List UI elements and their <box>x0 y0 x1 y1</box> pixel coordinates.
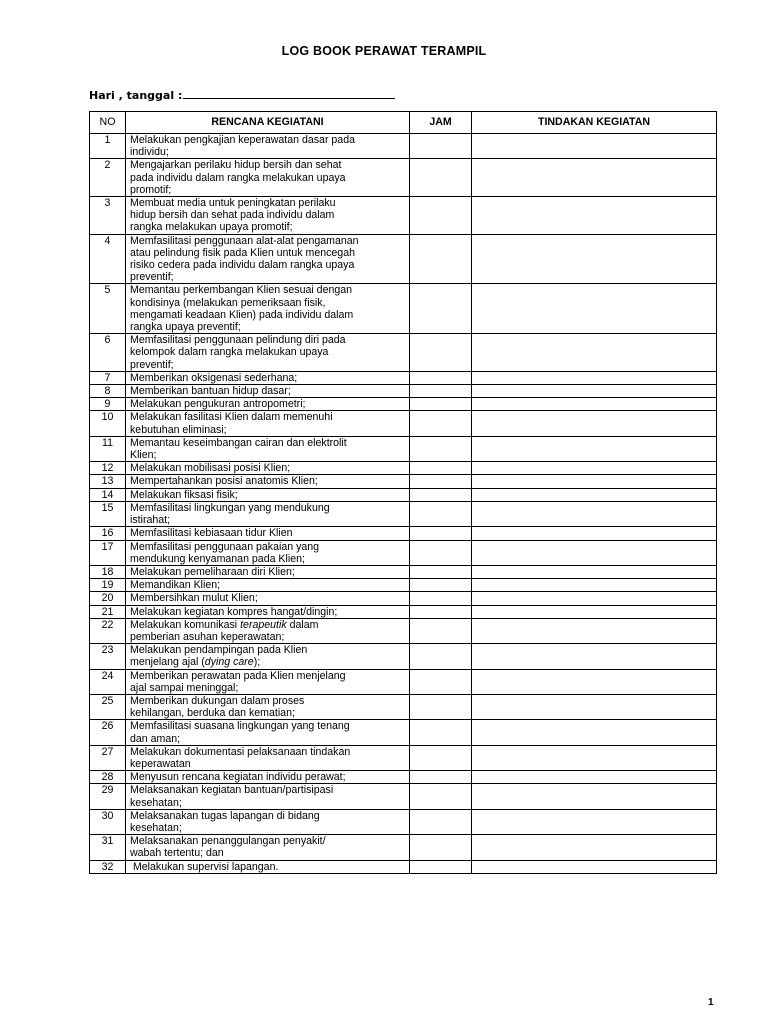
table-row <box>90 462 717 475</box>
table-row <box>90 694 717 719</box>
table-row <box>90 771 717 784</box>
date-blank-line[interactable] <box>183 88 395 99</box>
time-cell[interactable] <box>410 197 472 235</box>
activity-line: preventif; <box>130 271 174 284</box>
action-cell[interactable] <box>472 527 717 540</box>
activity-line: Melakukan pengkajian keperawatan dasar pada <box>130 134 355 146</box>
activity-line: Melakukan pengukuran antropometri; <box>130 398 306 411</box>
activity-cell <box>126 860 410 873</box>
action-cell[interactable] <box>472 284 717 334</box>
table-row <box>90 720 717 745</box>
table-row <box>90 592 717 605</box>
activity-line: Memfasilitasi kebiasaan tidur Klien <box>130 527 293 540</box>
time-cell[interactable] <box>410 462 472 475</box>
activity-line: Menyusun rencana kegiatan individu perawat; <box>130 771 346 784</box>
row-number: 18 <box>90 565 126 578</box>
logbook-table <box>89 111 717 874</box>
action-cell[interactable] <box>472 411 717 436</box>
italic-term: terapeutik <box>240 618 287 631</box>
time-cell[interactable] <box>410 745 472 770</box>
italic-term: dying care <box>204 656 254 669</box>
row-number: 29 <box>90 784 126 809</box>
action-cell[interactable] <box>472 618 717 643</box>
table-row <box>90 411 717 436</box>
time-cell[interactable] <box>410 809 472 834</box>
action-cell[interactable] <box>472 197 717 235</box>
row-number: 7 <box>90 371 126 384</box>
activity-line: dan aman; <box>130 732 181 745</box>
row-number: 3 <box>90 197 126 235</box>
row-number: 13 <box>90 475 126 488</box>
row-number: 1 <box>90 134 126 159</box>
action-cell[interactable] <box>472 334 717 372</box>
row-number: 28 <box>90 771 126 784</box>
table-row <box>90 371 717 384</box>
action-cell[interactable] <box>472 462 717 475</box>
table-row <box>90 197 717 235</box>
row-number: 24 <box>90 669 126 694</box>
activity-line: rangka upaya preventif; <box>130 321 241 334</box>
activity-cell <box>126 565 410 578</box>
activity-cell <box>126 475 410 488</box>
activity-line: pemberian asuhan keperawatan; <box>130 630 285 643</box>
activity-cell <box>126 694 410 719</box>
time-cell[interactable] <box>410 540 472 565</box>
table-row <box>90 334 717 372</box>
table-row <box>90 385 717 398</box>
time-cell[interactable] <box>410 475 472 488</box>
time-cell[interactable] <box>410 669 472 694</box>
row-number: 14 <box>90 488 126 501</box>
time-cell[interactable] <box>410 694 472 719</box>
activity-line: pada individu dalam rangka melakukan upaya <box>130 171 346 184</box>
time-cell[interactable] <box>410 501 472 526</box>
activity-cell <box>126 618 410 643</box>
activity-line: kesehatan; <box>130 821 182 834</box>
activity-line: Memberikan bantuan hidup dasar; <box>130 385 291 398</box>
activity-line: kesehatan; <box>130 796 182 809</box>
activity-line: Melakukan dokumentasi pelaksanaan tindakan <box>130 745 351 758</box>
table-row <box>90 579 717 592</box>
activity-line: kebutuhan eliminasi; <box>130 423 227 436</box>
action-cell[interactable] <box>472 371 717 384</box>
action-cell[interactable] <box>472 159 717 197</box>
activity-line: kehilangan, berduka dan kematian; <box>130 707 295 720</box>
row-number: 4 <box>90 234 126 284</box>
activity-line: hidup bersih dan sehat pada individu dalam <box>130 209 335 222</box>
table-row <box>90 565 717 578</box>
time-cell[interactable] <box>410 835 472 860</box>
time-cell[interactable] <box>410 371 472 384</box>
activity-cell <box>126 527 410 540</box>
action-cell[interactable] <box>472 745 717 770</box>
time-cell[interactable] <box>410 784 472 809</box>
action-cell[interactable] <box>472 234 717 284</box>
action-cell[interactable] <box>472 592 717 605</box>
table-row <box>90 809 717 834</box>
table-row <box>90 669 717 694</box>
action-cell[interactable] <box>472 475 717 488</box>
time-cell[interactable] <box>410 565 472 578</box>
activity-line: Memfasilitasi suasana lingkungan yang tenang <box>130 720 350 733</box>
time-cell[interactable] <box>410 134 472 159</box>
time-cell[interactable] <box>410 720 472 745</box>
table-row <box>90 784 717 809</box>
action-cell[interactable] <box>472 720 717 745</box>
activity-line: Memandikan Klien; <box>130 579 221 592</box>
activity-cell <box>126 592 410 605</box>
activity-line: Melakukan kegiatan kompres hangat/dingin; <box>130 605 338 618</box>
date-field[interactable] <box>89 88 395 102</box>
action-cell[interactable] <box>472 771 717 784</box>
activity-line: Memberikan dukungan dalam proses <box>130 694 305 707</box>
activity-cell <box>126 501 410 526</box>
document-title: LOG BOOK PERAWAT TERAMPIL <box>281 44 487 58</box>
activity-line: Melakukan mobilisasi posisi Klien; <box>130 462 291 475</box>
table-row <box>90 234 717 284</box>
header-time: JAM <box>410 112 472 134</box>
activity-cell <box>126 385 410 398</box>
time-cell[interactable] <box>410 334 472 372</box>
activity-line: Klien; <box>130 449 157 462</box>
header-no: NO <box>90 112 126 134</box>
table-body <box>90 134 717 874</box>
activity-line: Melaksanakan kegiatan bantuan/partisipasi <box>130 784 334 797</box>
activity-cell <box>126 411 410 436</box>
row-number: 20 <box>90 592 126 605</box>
activity-line: Memfasilitasi penggunaan pakaian yang <box>130 540 320 553</box>
table-row <box>90 436 717 461</box>
activity-cell <box>126 371 410 384</box>
action-cell[interactable] <box>472 579 717 592</box>
date-label: Hari , tanggal : <box>89 89 183 102</box>
row-number: 10 <box>90 411 126 436</box>
action-cell[interactable] <box>472 134 717 159</box>
row-number: 31 <box>90 835 126 860</box>
activity-cell <box>126 579 410 592</box>
row-number: 8 <box>90 385 126 398</box>
row-number: 22 <box>90 618 126 643</box>
action-cell[interactable] <box>472 436 717 461</box>
table-header-row <box>90 112 717 134</box>
activity-cell <box>126 197 410 235</box>
time-cell[interactable] <box>410 592 472 605</box>
activity-cell <box>126 334 410 372</box>
time-cell[interactable] <box>410 618 472 643</box>
row-number: 25 <box>90 694 126 719</box>
activity-line: Memberikan oksigenasi sederhana; <box>130 371 298 384</box>
activity-line: Memantau perkembangan Klien sesuai dengan <box>130 284 353 297</box>
table-row <box>90 501 717 526</box>
row-number: 11 <box>90 436 126 461</box>
activity-line: Memfasilitasi penggunaan alat-alat pengamanan <box>130 234 359 247</box>
row-number: 2 <box>90 159 126 197</box>
activity-line: menjelang ajal (dying care); <box>130 656 261 669</box>
time-cell[interactable] <box>410 385 472 398</box>
action-cell[interactable] <box>472 784 717 809</box>
activity-line: kondisinya (melakukan pemeriksaan fisik, <box>130 296 326 309</box>
activity-cell <box>126 159 410 197</box>
time-cell[interactable] <box>410 284 472 334</box>
activity-cell <box>126 540 410 565</box>
activity-line: istirahat; <box>130 514 171 527</box>
activity-line: preventif; <box>130 358 174 371</box>
table-row <box>90 835 717 860</box>
table-row <box>90 398 717 411</box>
activity-line: Mengajarkan perilaku hidup bersih dan sehat <box>130 159 342 172</box>
activity-cell <box>126 605 410 618</box>
time-cell[interactable] <box>410 436 472 461</box>
activity-line: risiko cedera pada individu dalam rangka upaya <box>130 259 355 272</box>
table-row <box>90 159 717 197</box>
action-cell[interactable] <box>472 385 717 398</box>
table-row <box>90 644 717 669</box>
time-cell[interactable] <box>410 860 472 873</box>
activity-line: keperawatan <box>130 757 191 770</box>
activity-line: Melakukan supervisi lapangan. <box>130 860 279 873</box>
action-cell[interactable] <box>472 501 717 526</box>
time-cell[interactable] <box>410 771 472 784</box>
row-number: 15 <box>90 501 126 526</box>
activity-line: ajal sampai meninggal; <box>130 681 239 694</box>
table-row <box>90 860 717 873</box>
action-cell[interactable] <box>472 860 717 873</box>
row-number: 21 <box>90 605 126 618</box>
time-cell[interactable] <box>410 234 472 284</box>
row-number: 17 <box>90 540 126 565</box>
activity-line: Membuat media untuk peningkatan perilaku <box>130 197 336 210</box>
action-cell[interactable] <box>472 398 717 411</box>
action-cell[interactable] <box>472 488 717 501</box>
action-cell[interactable] <box>472 669 717 694</box>
table-row <box>90 488 717 501</box>
activity-line: kelompok dalam rangka melakukan upaya <box>130 346 329 359</box>
action-cell[interactable] <box>472 694 717 719</box>
header-action: TINDAKAN KEGIATAN <box>472 112 717 134</box>
activity-cell <box>126 809 410 834</box>
table-row <box>90 618 717 643</box>
activity-line: atau pelindung fisik pada Klien untuk mencegah <box>130 246 355 259</box>
activity-line: rangka melakukan upaya promotif; <box>130 221 293 234</box>
time-cell[interactable] <box>410 159 472 197</box>
activity-line: Melakukan fasilitasi Klien dalam memenuhi <box>130 411 333 424</box>
table-row <box>90 745 717 770</box>
activity-cell <box>126 134 410 159</box>
activity-line: Melakukan komunikasi terapeutik dalam <box>130 618 319 631</box>
activity-cell <box>126 835 410 860</box>
action-cell[interactable] <box>472 809 717 834</box>
activity-line: Memberikan perawatan pada Klien menjelang <box>130 669 346 682</box>
header-activity: RENCANA KEGIATANI <box>126 112 410 134</box>
action-cell[interactable] <box>472 644 717 669</box>
row-number: 5 <box>90 284 126 334</box>
activity-cell <box>126 462 410 475</box>
table-row <box>90 134 717 159</box>
row-number: 19 <box>90 579 126 592</box>
action-cell[interactable] <box>472 835 717 860</box>
row-number: 12 <box>90 462 126 475</box>
activity-line: wabah tertentu; dan <box>130 847 224 860</box>
row-number: 27 <box>90 745 126 770</box>
activity-cell <box>126 234 410 284</box>
table-row <box>90 475 717 488</box>
activity-cell <box>126 669 410 694</box>
time-cell[interactable] <box>410 605 472 618</box>
time-cell[interactable] <box>410 644 472 669</box>
activity-line: Melaksanakan penanggulangan penyakit/ <box>130 835 326 848</box>
action-cell[interactable] <box>472 605 717 618</box>
table-row <box>90 540 717 565</box>
table-row <box>90 284 717 334</box>
row-number: 23 <box>90 644 126 669</box>
activity-line: mendukung kenyamanan pada Klien; <box>130 552 305 565</box>
row-number: 30 <box>90 809 126 834</box>
time-cell[interactable] <box>410 411 472 436</box>
row-number: 9 <box>90 398 126 411</box>
activity-cell <box>126 488 410 501</box>
activity-line: promotif; <box>130 183 172 196</box>
page-number: 1 <box>708 997 714 1008</box>
activity-line: mengamati keadaan Klien) pada individu dalam <box>130 308 354 321</box>
time-cell[interactable] <box>410 579 472 592</box>
table-row <box>90 527 717 540</box>
activity-line: Memfasilitasi penggunaan pelindung diri pada <box>130 334 346 347</box>
time-cell[interactable] <box>410 527 472 540</box>
activity-line: Melakukan pemeliharaan diri Klien; <box>130 565 295 578</box>
activity-line: Melakukan pendampingan pada Klien <box>130 644 308 657</box>
activity-cell <box>126 771 410 784</box>
activity-cell <box>126 436 410 461</box>
action-cell[interactable] <box>472 565 717 578</box>
action-cell[interactable] <box>472 540 717 565</box>
activity-cell <box>126 720 410 745</box>
table-row <box>90 605 717 618</box>
activity-line: Memfasilitasi lingkungan yang mendukung <box>130 501 330 514</box>
activity-line: Melakukan fiksasi fisik; <box>130 488 238 501</box>
activity-line: individu; <box>130 146 169 159</box>
time-cell[interactable] <box>410 488 472 501</box>
time-cell[interactable] <box>410 398 472 411</box>
row-number: 32 <box>90 860 126 873</box>
activity-line: Melaksanakan tugas lapangan di bidang <box>130 809 320 822</box>
row-number: 16 <box>90 527 126 540</box>
activity-line: Mempertahankan posisi anatomis Klien; <box>130 475 318 488</box>
activity-cell <box>126 284 410 334</box>
activity-cell <box>126 784 410 809</box>
activity-cell <box>126 398 410 411</box>
row-number: 26 <box>90 720 126 745</box>
activity-cell <box>126 745 410 770</box>
activity-line: Memantau keseimbangan cairan dan elektrolit <box>130 436 347 449</box>
row-number: 6 <box>90 334 126 372</box>
activity-line: Membersihkan mulut Klien; <box>130 592 258 605</box>
activity-cell <box>126 644 410 669</box>
